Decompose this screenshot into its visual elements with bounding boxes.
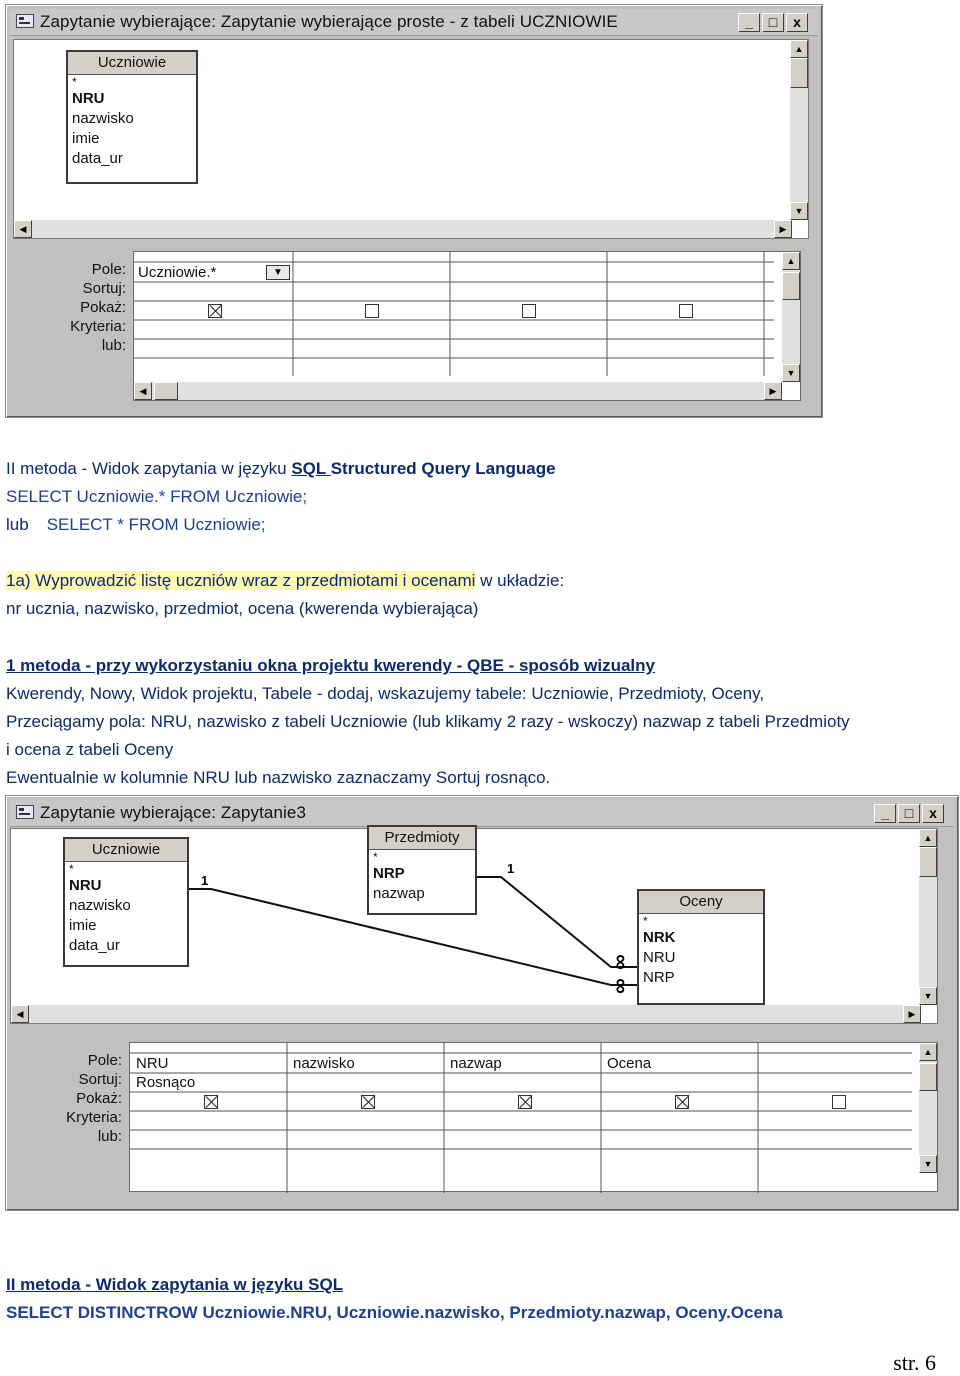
label-lub: lub: (101, 337, 126, 354)
method1-line-3: i ocena z tabeli Oceny (6, 740, 174, 759)
field-nrp[interactable]: NRP (643, 969, 675, 986)
pole-cell-3[interactable]: nazwap (450, 1055, 502, 1072)
field-star[interactable]: * (373, 850, 378, 864)
table-pane-2 (10, 828, 938, 1024)
label-lub: lub: (97, 1128, 122, 1145)
field-star[interactable]: * (643, 914, 648, 928)
field-star[interactable]: * (72, 75, 77, 89)
scroll-right-icon[interactable]: ▶ (774, 220, 792, 238)
show-checkbox-3[interactable] (522, 304, 536, 318)
scroll-down-icon[interactable]: ▼ (919, 987, 937, 1005)
table-uczniowie-title: Uczniowie (65, 839, 187, 862)
method1-line-4: Ewentualnie w kolumnie NRU lub nazwisko zaznaczamy Sortuj rosnąco. (6, 768, 551, 787)
window-2-title: Zapytanie wybierające: Zapytanie3 (40, 803, 307, 822)
page-number: str. 6 (893, 1350, 936, 1375)
scroll-down-icon[interactable]: ▼ (919, 1155, 937, 1173)
label-sortuj: Sortuj: (78, 1071, 122, 1088)
grid-hscroll[interactable] (134, 382, 782, 400)
qbe-grid-2[interactable] (129, 1042, 938, 1192)
table-uczniowie[interactable] (63, 837, 189, 967)
field-star[interactable]: * (69, 862, 74, 876)
sort-cell-1[interactable]: Rosnąco (136, 1074, 196, 1091)
label-pokaz: Pokaż: (76, 1090, 122, 1107)
scroll-thumb[interactable] (782, 272, 800, 300)
pole-cell-2[interactable]: nazwisko (293, 1055, 355, 1072)
label-sortuj: Sortuj: (82, 280, 126, 297)
scroll-thumb[interactable] (790, 58, 808, 88)
field-data-ur[interactable]: data_ur (72, 150, 123, 167)
maximize-button[interactable]: □ (898, 804, 920, 823)
label-pole: Pole: (91, 261, 126, 278)
grid-vscroll[interactable] (782, 252, 800, 382)
pole-cell-1[interactable]: Uczniowie.* (138, 264, 217, 281)
field-nru[interactable]: NRU (72, 90, 105, 107)
sql-heading-2: II metoda - Widok zapytania w języku SQL (6, 1275, 344, 1294)
scroll-left-icon[interactable]: ◀ (14, 220, 32, 238)
field-imie[interactable]: imie (72, 130, 100, 147)
sql-distinctrow: SELECT DISTINCTROW Uczniowie.NRU, Uczniowie.nazwisko, Przedmioty.nazwap, Oceny.Ocena (6, 1303, 783, 1322)
close-button[interactable]: x (786, 13, 808, 32)
field-nrp[interactable]: NRP (373, 865, 405, 882)
field-nru[interactable]: NRU (643, 949, 676, 966)
field-nazwisko[interactable]: nazwisko (69, 897, 131, 914)
sql-line-1: SELECT Uczniowie.* FROM Uczniowie; (6, 487, 308, 506)
grid-vscroll[interactable] (919, 1043, 937, 1173)
scroll-thumb[interactable] (154, 382, 178, 400)
label-kryteria: Kryteria: (70, 318, 126, 335)
show-checkbox-3[interactable] (518, 1095, 532, 1109)
field-nazwap[interactable]: nazwap (373, 885, 425, 902)
method1-heading: 1 metoda - przy wykorzystaniu okna projektu kwerendy - QBE - sposób wizualny (6, 656, 655, 675)
relation-one-b: 1 (507, 861, 515, 876)
table-uczniowie[interactable] (66, 50, 198, 184)
field-imie[interactable]: imie (69, 917, 97, 934)
window-2-titlebar (10, 800, 954, 827)
qbe-grid[interactable] (133, 251, 801, 401)
field-nrk[interactable]: NRK (643, 929, 676, 946)
task-line-1-b: w układzie: (475, 571, 565, 590)
pole-cell-1[interactable]: NRU (136, 1055, 169, 1072)
query-window-2 (5, 795, 959, 1211)
method1-line-2: Przeciągamy pola: NRU, nazwisko z tabeli Uczniowie (lub klikamy 2 razy - wskoczy) nazwap z tabeli Przedmioty (6, 712, 850, 731)
sql-heading-1-b: SQL (291, 459, 331, 478)
dropdown-arrow-icon[interactable]: ▼ (266, 265, 290, 280)
scroll-thumb[interactable] (919, 847, 937, 877)
label-pokaz: Pokaż: (80, 299, 126, 316)
scroll-left-icon[interactable]: ◀ (134, 382, 152, 400)
relation-many-a: ∞ (608, 954, 634, 970)
table-uczniowie-title: Uczniowie (68, 52, 196, 75)
show-checkbox-1[interactable] (204, 1095, 218, 1109)
task-line-1-a: 1a) Wyprowadzić listę uczniów wraz z przedmiotami i ocenami (6, 571, 476, 590)
sql-line-2 (6, 514, 266, 536)
query-window-1 (5, 4, 823, 418)
table-pane-hscroll[interactable] (14, 220, 792, 238)
query-icon (16, 805, 34, 819)
scroll-up-icon[interactable]: ▲ (782, 252, 800, 270)
method1-line-1: Kwerendy, Nowy, Widok projektu, Tabele - dodaj, wskazujemy tabele: Uczniowie, Przedmioty, Oceny, (6, 684, 765, 703)
scroll-up-icon[interactable]: ▲ (919, 829, 937, 847)
sql-line-2-query: SELECT * FROM Uczniowie; (46, 515, 266, 534)
minimize-button[interactable]: _ (738, 13, 760, 32)
query-icon (16, 14, 34, 28)
scroll-left-icon[interactable]: ◀ (11, 1005, 29, 1023)
sql-line-2-lub: lub (6, 515, 29, 534)
label-kryteria: Kryteria: (66, 1109, 122, 1126)
show-checkbox-2[interactable] (361, 1095, 375, 1109)
field-nru[interactable]: NRU (69, 877, 102, 894)
show-checkbox-4[interactable] (679, 304, 693, 318)
scroll-down-icon[interactable]: ▼ (790, 202, 808, 220)
table-oceny[interactable] (637, 889, 765, 1005)
close-button[interactable]: x (922, 804, 944, 823)
sql-heading-1-a: II metoda - Widok zapytania w języku (6, 459, 292, 478)
maximize-button[interactable]: □ (762, 13, 784, 32)
table-pane (13, 39, 809, 239)
pole-cell-4[interactable]: Ocena (607, 1055, 652, 1072)
show-checkbox-5[interactable] (832, 1095, 846, 1109)
field-nazwisko[interactable]: nazwisko (72, 110, 134, 127)
task-line-1 (6, 570, 564, 592)
table-pane-vscroll[interactable] (790, 40, 808, 220)
window-1-title: Zapytanie wybierające: Zapytanie wybierające proste - z tabeli UCZNIOWIE (40, 12, 618, 31)
table-przedmioty-title: Przedmioty (369, 827, 475, 850)
scroll-right-icon[interactable]: ▶ (903, 1005, 921, 1023)
scroll-up-icon[interactable]: ▲ (919, 1043, 937, 1061)
show-checkbox-2[interactable] (365, 304, 379, 318)
relation-many-b: ∞ (608, 978, 634, 994)
table-pane-hscroll[interactable] (11, 1005, 921, 1023)
show-checkbox-4[interactable] (675, 1095, 689, 1109)
minimize-button[interactable]: _ (874, 804, 896, 823)
table-przedmioty[interactable] (367, 825, 477, 915)
grid-lines (130, 1043, 912, 1193)
grid-lines (134, 252, 774, 376)
scroll-down-icon[interactable]: ▼ (782, 364, 800, 382)
window-1-titlebar (10, 9, 818, 36)
relation-one-a: 1 (201, 873, 209, 888)
sql-heading-1-c: Structured Query Language (330, 459, 556, 478)
table-pane-vscroll[interactable] (919, 829, 937, 1005)
sql-heading-1 (6, 458, 556, 480)
label-pole: Pole: (87, 1052, 122, 1069)
show-checkbox-1[interactable] (208, 304, 222, 318)
scroll-right-icon[interactable]: ▶ (764, 382, 782, 400)
scroll-thumb[interactable] (919, 1063, 937, 1091)
task-line-2: nr ucznia, nazwisko, przedmiot, ocena (kwerenda wybierająca) (6, 599, 479, 618)
scroll-up-icon[interactable]: ▲ (790, 40, 808, 58)
field-data-ur[interactable]: data_ur (69, 937, 120, 954)
table-oceny-title: Oceny (639, 891, 763, 914)
